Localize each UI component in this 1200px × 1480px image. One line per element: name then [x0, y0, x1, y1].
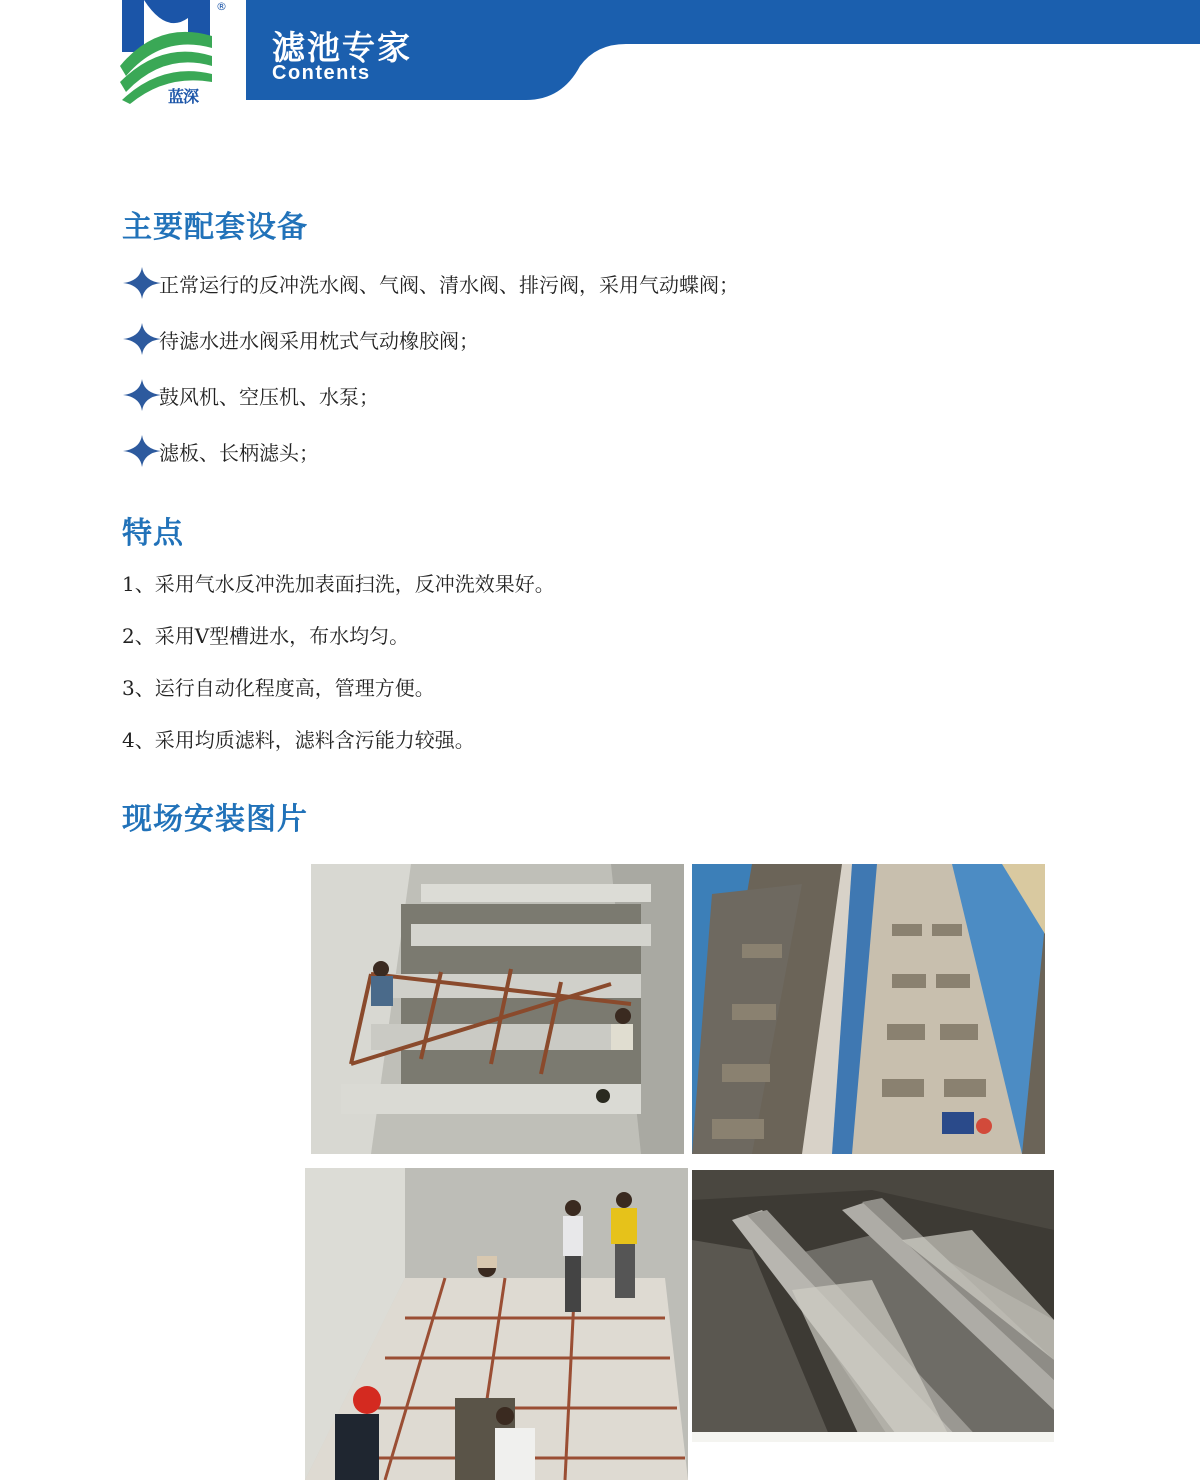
- photos-heading: 现场安装图片: [122, 802, 308, 837]
- equipment-item: [122, 378, 379, 412]
- feature-item: 2、采用V型槽进水，布水均匀。: [122, 624, 410, 648]
- site-photo-channels: [311, 864, 684, 1154]
- site-photo-filter-bed: [692, 864, 1045, 1154]
- feature-item: 1、采用气水反冲洗加表面扫洗，反冲洗效果好。: [122, 572, 555, 596]
- equipment-item-text: 鼓风机、空压机、水泵；: [159, 384, 379, 409]
- equipment-item: [122, 266, 739, 300]
- banner-title: 滤池专家: [272, 28, 412, 67]
- site-photo-workers: [305, 1168, 688, 1480]
- site-photo-filter-beams: [692, 1170, 1054, 1442]
- four-point-star-icon: [122, 378, 162, 412]
- equipment-item-text: 滤板、长柄滤头；: [159, 440, 319, 465]
- equipment-item-text: 待滤水进水阀采用枕式气动橡胶阀；: [159, 328, 479, 353]
- four-point-star-icon: [122, 266, 162, 300]
- features-heading: 特点: [122, 516, 184, 551]
- equipment-item-text: 正常运行的反冲洗水阀、气阀、清水阀、排污阀，采用气动蝶阀；: [159, 272, 739, 297]
- brand-name: 蓝深: [168, 87, 199, 106]
- feature-item: 3、运行自动化程度高，管理方便。: [122, 676, 435, 700]
- brand-logo: [118, 0, 216, 106]
- banner-subtitle: Contents: [272, 62, 371, 84]
- feature-item: 4、采用均质滤料，滤料含污能力较强。: [122, 728, 475, 752]
- four-point-star-icon: [122, 434, 162, 468]
- equipment-item: [122, 434, 319, 468]
- registered-mark: ®: [216, 0, 227, 13]
- equipment-item: [122, 322, 479, 356]
- equipment-heading: 主要配套设备: [122, 210, 308, 245]
- four-point-star-icon: [122, 322, 162, 356]
